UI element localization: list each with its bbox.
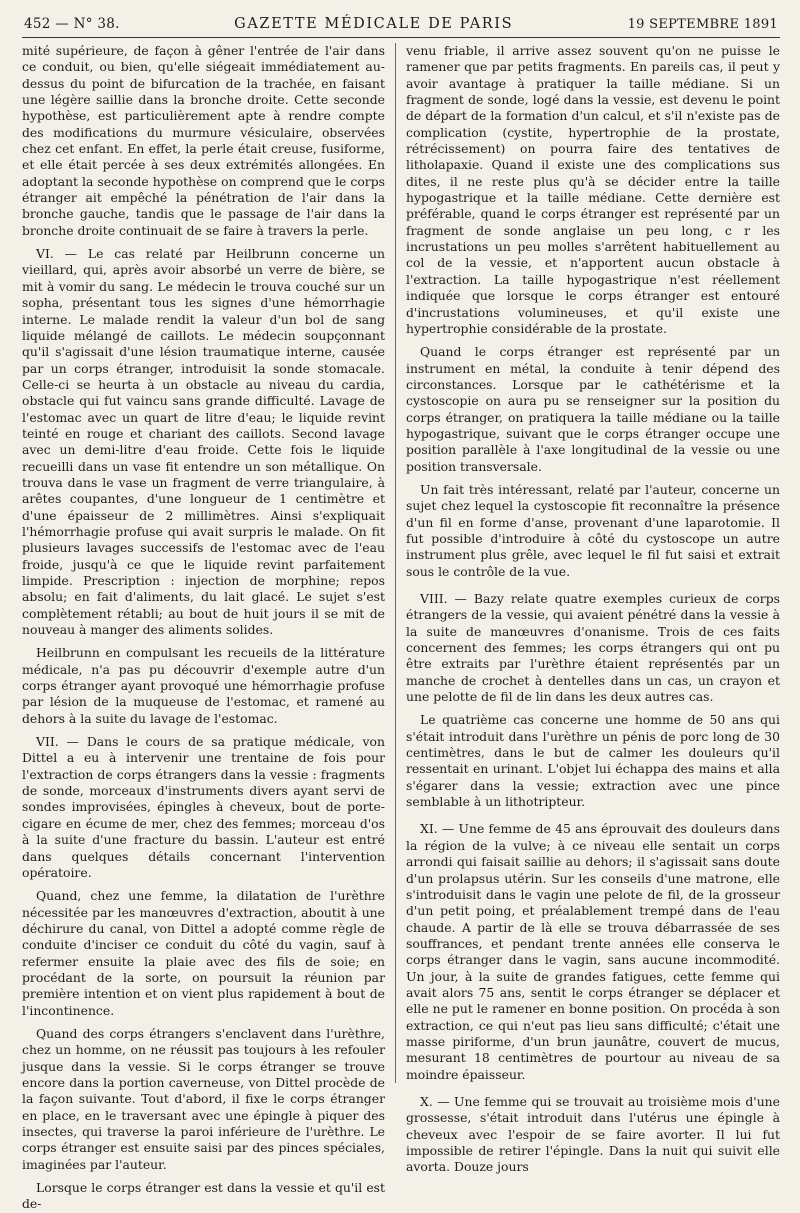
text-columns [22, 43, 780, 1212]
page-number: 452 — N° 38. [24, 16, 120, 32]
paragraph: Quand des corps étrangers s'enclavent dans l'urèthre, chez un homme, on ne réussit pas toujours à les refouler jusque dans la vessie. Si le corps étranger se trouve encore dans la portion caverneuse, von Dittel procède de la façon suivante. Tout d'abord, il fixe le corps étranger en place, en le traversant avec une épingle à piquer des insectes, qui traverse la paroi inférieure de l'urèthre. Le corps étranger est ensuite saisi par des pinces spéciales, imaginées par l'auteur. [22, 1025, 385, 1172]
journal-title: GAZETTE MÉDICALE DE PARIS [234, 16, 514, 32]
paragraph: XI. — Une femme de 45 ans éprouvait des douleurs dans la région de la vulve; à ce niveau elle sentait un corps arrondi qui faisait saillie au dehors; il s'agissait sans doute d'un prolapsus utérin. Sur les conseils d'une matrone, elle s'introduisit dans le vagin une pelote de fil, de la grosseur d'un petit poing, et préalablement trempé dans de l'eau chaude. A partir de là elle se trouva débarrassée de ses souffrances, et pendant trente années elle conserva le corps étranger dans le vagin, sans aucune incommodité. Un jour, à la suite de grandes fatigues, cette femme qui avait alors 75 ans, sentit le corps étranger se déplacer et elle ne put le ramener en bonne position. On procéda à son extraction, ce qui n'eut pas lieu sans difficulté; c'était une masse piriforme, d'un brun jaunâtre, couvert de mucus, mesurant 18 centimètres de pourtour au niveau de sa moindre épaisseur. [406, 821, 780, 1082]
paragraph: mité supérieure, de façon à gêner l'entrée de l'air dans ce conduit, ou bien, qu'elle siégeait immédiatement au-dessus du point de bifurcation de la trachée, en faisant une légère saillie dans la bronche droite. Cette seconde hypothèse, est particulièrement apte à rendre compte des modifications du murmure vésiculaire, observées chez cet enfant. En effet, la perle était creuse, fusiforme, et elle était percée à ses deux extrémités allongées. En adoptant la seconde hypothèse on comprend que le corps étranger ait empêché la pénétration de l'air dans la bronche gauche, tandis que le passage de l'air dans la bronche droite continuait de se faire à travers la perle. [22, 43, 385, 238]
page-header [22, 16, 780, 38]
paragraph: X. — Une femme qui se trouvait au troisième mois d'une grossesse, s'était introduit dans l'utérus une épingle à cheveux avec l'espoir de se faire avorter. Il lui fut impossible de retirer l'épingle. Dans la nuit qui suivit elle avorta. Douze jours [406, 1093, 780, 1175]
paragraph: VII. — Dans le cours de sa pratique médicale, von Dittel a eu à intervenir une trentaine de fois pour l'extraction de corps étrangers dans la vessie : fragments de sonde, morceaux d'instruments divers ayant servi de sondes improvisées, épingles à cheveux, bout de porte-cigare en écume de mer, chez des femmes; morceau d'os à la suite d'une fracture du bassin. L'auteur est entré dans quelques détails concernant l'intervention opératoire. [22, 734, 385, 880]
paragraph: Un fait très intéressant, relaté par l'auteur, concerne un sujet chez lequel la cystoscopie fit reconnaître la présence d'un fil en forme d'anse, provenant d'une laparotomie. Il fut possible d'introduire à côté du cystoscope un autre instrument plus grêle, avec lequel le fil fut saisi et extrait sous le contrôle de la vue. [406, 481, 780, 579]
paragraph: Le quatrième cas concerne une homme de 50 ans qui s'était introduit dans l'urèthre un pénis de porc long de 30 centimètres, dans le but de calmer les douleurs qu'il ressentait en urinant. L'objet lui échappa des mains et alla s'égarer dans la vessie; extraction avec une pince semblable à un lithotripteur. [406, 712, 780, 810]
paragraph: VI. — Le cas relaté par Heilbrunn concerne un vieillard, qui, après avoir absorbé un verre de bière, se mit à vomir du sang. Le médecin le trouva couché sur un sopha, présentant tous les signes d'une hémorrhagie interne. Le malade rendit la valeur d'un bol de sang liquide mélangé de caillots. Le médecin soupçonnant qu'il s'agissait d'une lésion traumatique interne, causée par un corps étranger, introduisit la sonde stomacale. Celle-ci se heurta à un obstacle au niveau du cardia, obstacle qui fut vaincu sans grande difficulté. Lavage de l'estomac avec un quart de litre d'eau; le liquide revint teinté en rouge et chariant des caillots. Second lavage avec un demi-litre d'eau froide. Cette fois le liquide recueilli dans un vase fit entendre un son métallique. On trouva dans le vase un fragment de verre triangulaire, à arêtes coupantes, d'une longueur de 1 centimètre et d'une épaisseur de 2 millimètres. Ainsi s'expliquait l'hémorrhagie profuse qui avait surpris le malade. On fit plusieurs lavages successifs de l'estomac avec de l'eau froide, jusqu'à ce que le liquide revint parfaitement limpide. Prescription : injection de morphine; repos absolu; en fait d'aliments, du lait glacé. Le sujet s'est complètement rétabli; au bout de huit jours il se mit de nouveau à manger des aliments solides. [22, 246, 385, 638]
paragraph: Quand le corps étranger est représenté par un instrument en métal, la conduite à tenir dépend des circonstances. Lorsque par le cathétérisme et la cystoscopie on aura pu se renseigner sur la position du corps étranger, on pratiquera la taille médiane ou la taille hypogastrique, suivant que le corps étranger occupe une position parallèle à l'axe longitudinal de la vessie ou une position transversale. [406, 344, 780, 474]
paragraph: Quand, chez une femme, la dilatation de l'urèthre nécessitée par les manœuvres d'extraction, aboutit à une déchirure du canal, von Dittel a adopté comme règle de conduite d'inciser ce conduit du côté du vagin, sauf à refermer ensuite la plaie avec des fils de soie; en procédant de la sorte, on poursuit la réunion par première intention et on vient plus rapidement à bout de l'incontinence. [22, 888, 385, 1018]
issue-date: 19 SEPTEMBRE 1891 [627, 17, 778, 32]
paragraph: Heilbrunn en compulsant les recueils de la littérature médicale, n'a pas pu découvrir d'exemple autre d'un corps étranger ayant provoqué une hémorrhagie profuse par lésion de la muqueuse de l'estomac, et ramené au dehors à la suite du lavage de l'estomac. [22, 645, 385, 726]
paragraph: Lorsque le corps étranger est dans la vessie et qu'il est de- [22, 1180, 385, 1212]
right-column [396, 43, 780, 1175]
left-column [22, 43, 396, 1212]
paragraph: venu friable, il arrive assez souvent qu'on ne puisse le ramener que par petits fragments. En pareils cas, il peut y avoir avantage à pratiquer la taille médiane. Si un fragment de sonde, logé dans la vessie, est devenu le point de départ de la formation d'un calcul, et s'il n'existe pas de complication (cystite, hypertrophie de la prostate, rétrécissement) on pourra faire des tentatives de litholapaxie. Quand il existe une des complications sus dites, il ne reste plus qu'à se décider entre la taille hypogastrique et la taille médiane. Cette dernière est préférable, quand le corps étranger est représenté par un fragment de sonde anglaise un peu long, c r les incrustations un peu molles s'arrêtent habituellement au col de la vessie, et n'apportent aucun obstacle à l'extraction. La taille hypogastrique n'est réellement indiquée que lorsque le corps étranger est entouré d'incrustations volumineuses, et qu'il existe une hypertrophie considérable de la prostate. [406, 43, 780, 336]
paragraph: VIII. — Bazy relate quatre exemples curieux de corps étrangers de la vessie, qui avaient pénétré dans la vessie à la suite de manœuvres d'onanisme. Trois de ces faits concernent des femmes; les corps étrangers qui ont pu être extraits par l'urèthre étaient représentés par un manche de crochet à dentelles dans un cas, un crayon et une pelotte de fil de lin dans les deux autres cas. [406, 591, 780, 705]
